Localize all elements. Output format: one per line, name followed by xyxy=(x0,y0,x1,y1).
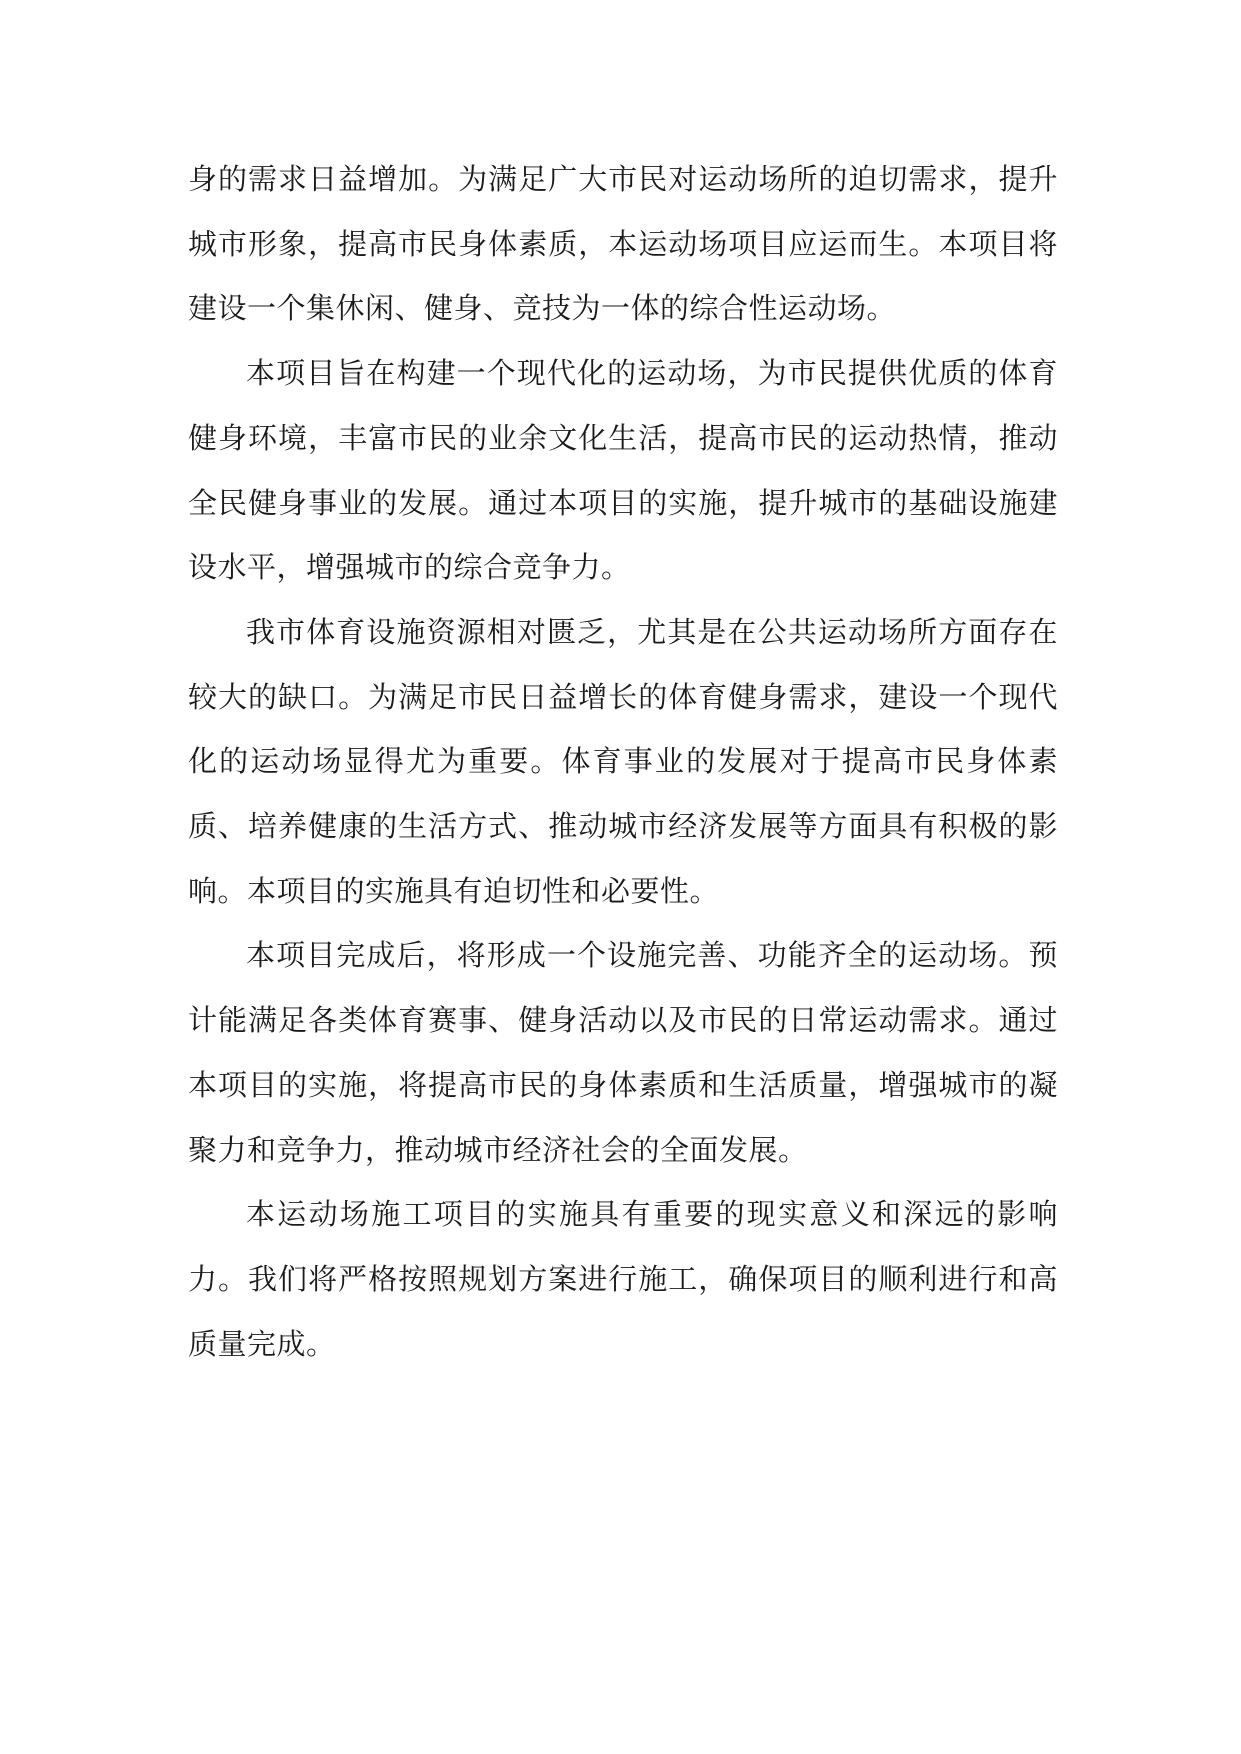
paragraph: 本项目旨在构建一个现代化的运动场，为市民提供优质的体育健身环境，丰富市民的业余文化生活，提高市民的运动热情，推动全民健身事业的发展。通过本项目的实施，提升城市的基础设施建设水平，增强城市的综合竞争力。 xyxy=(188,356,1058,585)
paragraph: 本项目完成后，将形成一个设施完善、功能齐全的运动场。预计能满足各类体育赛事、健身活动以及市民的日常运动需求。通过本项目的实施，将提高市民的身体素质和生活质量，增强城市的凝聚力和竞争力，推动城市经济社会的全面发展。 xyxy=(188,938,1058,1167)
paragraph: 本运动场施工项目的实施具有重要的现实意义和深远的影响力。我们将严格按照规划方案进行施工，确保项目的顺利进行和高质量完成。 xyxy=(188,1197,1058,1361)
document-body xyxy=(188,147,1058,1376)
paragraph-continued: 身的需求日益增加。为满足广大市民对运动场所的迫切需求，提升城市形象，提高市民身体素质，本运动场项目应运而生。本项目将建设一个集休闲、健身、竞技为一体的综合性运动场。 xyxy=(188,162,1058,326)
paragraph: 我市体育设施资源相对匮乏，尤其是在公共运动场所方面存在较大的缺口。为满足市民日益增长的体育健身需求，建设一个现代化的运动场显得尤为重要。体育事业的发展对于提高市民身体素质、培养健康的生活方式、推动城市经济发展等方面具有积极的影响。本项目的实施具有迫切性和必要性。 xyxy=(188,614,1058,908)
